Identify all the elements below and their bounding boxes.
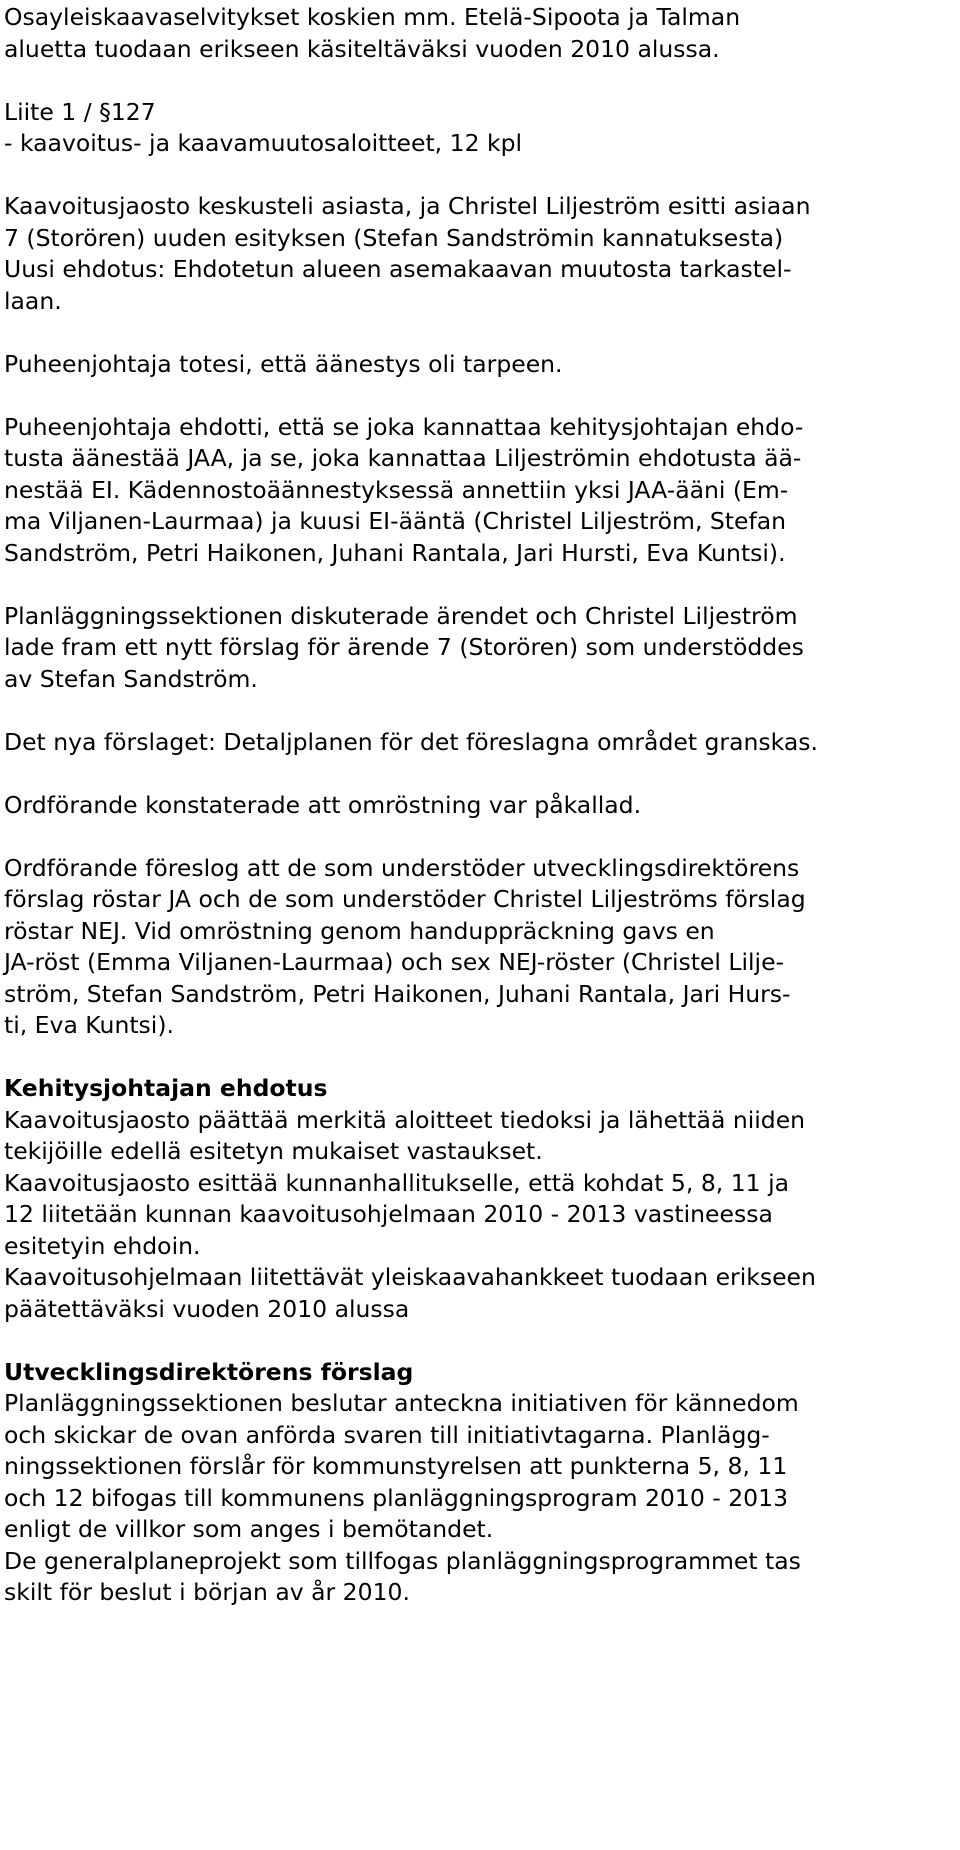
text-line: Liite 1 / §127 [4, 97, 156, 126]
paragraph-ordforande-foreslog [4, 853, 954, 1042]
paragraph-det-nya-forslaget [4, 727, 954, 759]
text-line: Planläggningssektionen diskuterade ärendet och Christel Liljeström [4, 601, 798, 630]
text-line: ningssektionen förslår för kommunstyrelsen att punkterna 5, 8, 11 [4, 1452, 788, 1480]
paragraph-gap [4, 317, 954, 349]
paragraph-gap [4, 821, 954, 853]
text-line: av Stefan Sandström. [4, 664, 258, 693]
paragraph-gap [4, 695, 954, 727]
text-line: Planläggningssektionen beslutar anteckna initiativen för kännedom [4, 1389, 799, 1417]
text-line: tusta äänestää JAA, ja se, joka kannattaa Liljeströmin ehdotusta ää- [4, 444, 802, 472]
text-line: och skickar de ovan anförda svaren till initiativtagarna. Planlägg- [4, 1420, 770, 1449]
paragraph-osayleiskaava [4, 2, 954, 65]
section-kehitysjohtajan-ehdotus [4, 1073, 954, 1325]
text-line: Osayleiskaavaselvitykset koskien mm. Etelä-Sipoota ja Talman [4, 3, 741, 31]
text-line: De generalplaneprojekt som tillfogas planläggningsprogrammet tas [4, 1546, 801, 1575]
paragraph-gap [4, 1325, 954, 1357]
paragraph-gap [4, 758, 954, 790]
text-line: JA-röst (Emma Viljanen-Laurmaa) och sex NEJ-röster (Christel Lilje- [4, 948, 785, 976]
paragraph-planlaggningssektionen-diskuterade [4, 601, 954, 696]
text-line: - kaavoitus- ja kaavamuutosaloitteet, 12 kpl [4, 129, 523, 157]
text-line: Puheenjohtaja totesi, että äänestys oli tarpeen. [4, 349, 563, 378]
text-line: lade fram ett nytt förslag för ärende 7 (Storören) som understöddes [4, 633, 804, 661]
text-line: ström, Stefan Sandström, Petri Haikonen, Juhani Rantala, Jari Hurs- [4, 979, 791, 1008]
text-line: 7 (Storören) uuden esityksen (Stefan Sandströmin kannatuksesta) [4, 223, 784, 252]
text-line: tekijöille edellä esitetyn mukaiset vastaukset. [4, 1137, 543, 1165]
paragraph-puheenjohtaja-totesi [4, 349, 954, 381]
section-utvecklingsdirektorens-forslag [4, 1357, 954, 1609]
document-page [4, 2, 954, 1609]
text-line: ti, Eva Kuntsi). [4, 1011, 174, 1039]
text-line: esitetyin ehdoin. [4, 1231, 201, 1260]
section-heading: Utvecklingsdirektörens förslag [4, 1357, 414, 1386]
text-line: förslag röstar JA och de som understöder Christel Liljeströms förslag [4, 885, 806, 913]
text-line: Puheenjohtaja ehdotti, että se joka kannattaa kehitysjohtajan ehdo- [4, 412, 804, 441]
text-line: Kaavoitusohjelmaan liitettävät yleiskaavahankkeet tuodaan erikseen [4, 1263, 816, 1291]
text-line: 12 liitetään kunnan kaavoitusohjelmaan 2010 - 2013 vastineessa [4, 1200, 773, 1228]
text-line: Sandström, Petri Haikonen, Juhani Rantala, Jari Hursti, Eva Kuntsi). [4, 538, 786, 567]
text-line: Det nya förslaget: Detaljplanen för det föreslagna området granskas. [4, 727, 818, 756]
text-line: skilt för beslut i början av år 2010. [4, 1578, 410, 1606]
text-line: päätettäväksi vuoden 2010 alussa [4, 1294, 410, 1323]
text-line: Ordförande föreslog att de som understöder utvecklingsdirektörens [4, 853, 800, 882]
paragraph-gap [4, 160, 954, 192]
paragraph-liite [4, 97, 954, 160]
paragraph-gap [4, 569, 954, 601]
text-line: Kaavoitusjaosto esittää kunnanhallitukselle, että kohdat 5, 8, 11 ja [4, 1168, 790, 1197]
paragraph-gap [4, 380, 954, 412]
section-heading: Kehitysjohtajan ehdotus [4, 1074, 328, 1102]
text-line: röstar NEJ. Vid omröstning genom handuppräckning gavs en [4, 916, 715, 945]
text-line: Kaavoitusjaosto päättää merkitä aloitteet tiedoksi ja lähettää niiden [4, 1105, 806, 1134]
paragraph-kaavoitusjaosto-keskusteli [4, 191, 954, 317]
paragraph-ordforande-konstaterade [4, 790, 954, 822]
text-line: Uusi ehdotus: Ehdotetun alueen asemakaavan muutosta tarkastel- [4, 255, 792, 283]
text-line: Ordförande konstaterade att omröstning var påkallad. [4, 790, 642, 819]
paragraph-gap [4, 1042, 954, 1074]
paragraph-puheenjohtaja-ehdotti [4, 412, 954, 570]
text-line: och 12 bifogas till kommunens planläggningsprogram 2010 - 2013 [4, 1483, 789, 1512]
text-line: ma Viljanen-Laurmaa) ja kuusi EI-ääntä (Christel Liljeström, Stefan [4, 507, 787, 535]
text-line: laan. [4, 286, 62, 315]
paragraph-gap [4, 65, 954, 97]
text-line: enligt de villkor som anges i bemötandet. [4, 1515, 494, 1543]
text-line: nestää EI. Kädennostoäännestyksessä annettiin yksi JAA-ääni (Em- [4, 475, 789, 504]
text-line: Kaavoitusjaosto keskusteli asiasta, ja Christel Liljeström esitti asiaan [4, 192, 811, 220]
text-line: aluetta tuodaan erikseen käsiteltäväksi vuoden 2010 alussa. [4, 34, 720, 63]
